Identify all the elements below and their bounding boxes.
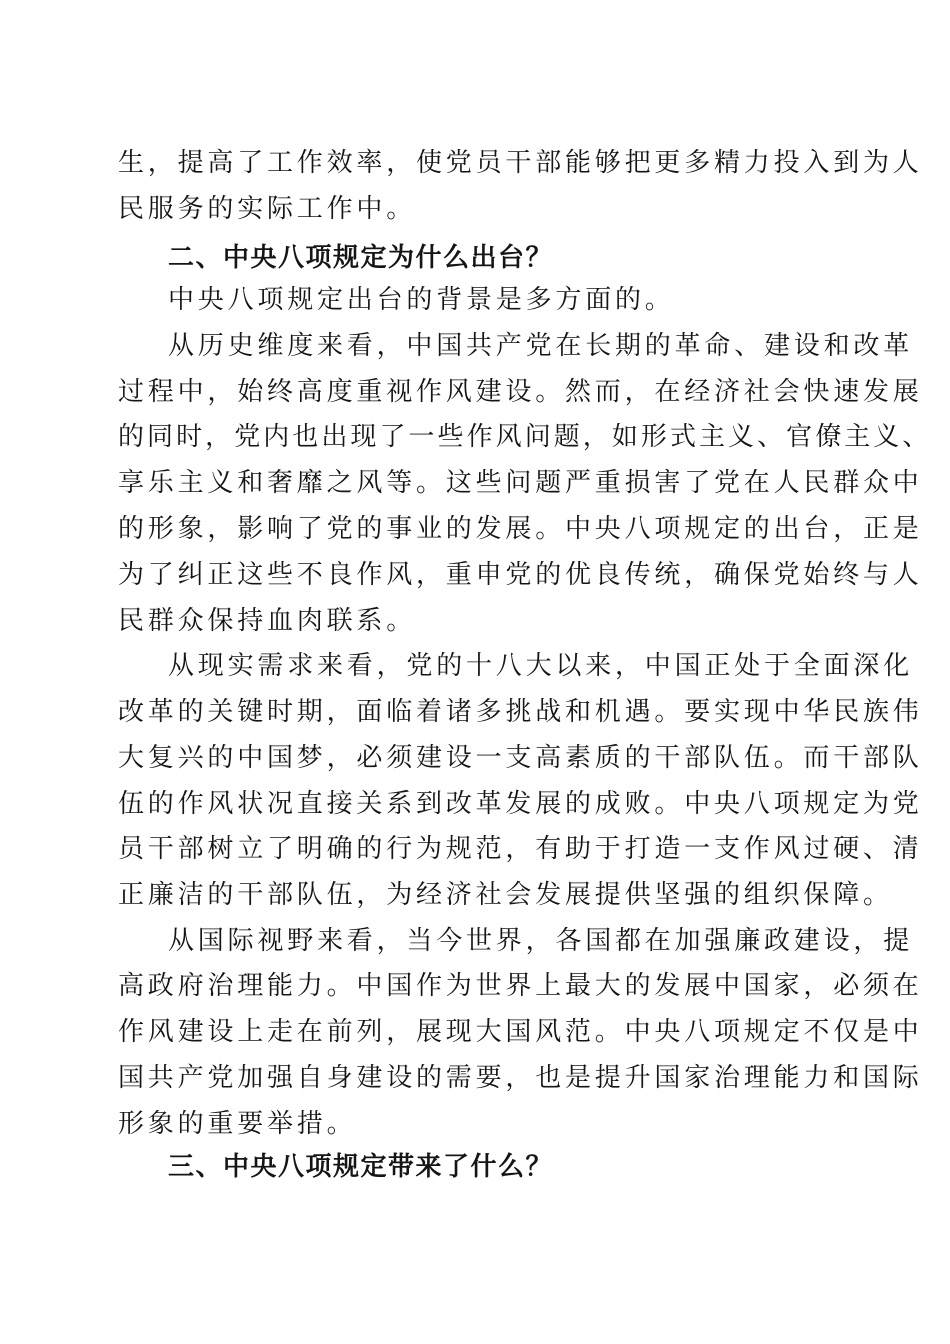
paragraph-line: 过程中，始终高度重视作风建设。然而，在经济社会快速发展 (118, 377, 923, 407)
paragraph-line: 享乐主义和奢靡之风等。这些问题严重损害了党在人民群众中 (118, 468, 923, 498)
paragraph-line: 伍的作风状况直接关系到改革发展的成败。中央八项规定为党 (118, 789, 923, 819)
paragraph-line: 民群众保持血肉联系。 (118, 606, 417, 636)
paragraph-line: 正廉洁的干部队伍，为经济社会发展提供坚强的组织保障。 (118, 880, 893, 910)
paragraph-line: 形象的重要举措。 (118, 1109, 357, 1139)
text-line: 生，提高了工作效率，使党员干部能够把更多精力投入到为人 (118, 148, 923, 178)
section-heading-2: 二、中央八项规定为什么出台？ (168, 243, 554, 273)
paragraph-line: 员干部树立了明确的行为规范，有助于打造一支作风过硬、清 (118, 834, 923, 864)
paragraph-line: 从现实需求来看，党的十八大以来，中国正处于全面深化 (168, 651, 914, 681)
paragraph-line: 的形象，影响了党的事业的发展。中央八项规定的出台，正是 (118, 514, 923, 544)
paragraph-line: 中央八项规定出台的背景是多方面的。 (168, 285, 675, 315)
paragraph-line: 改革的关键时期，面临着诸多挑战和机遇。要实现中华民族伟 (118, 697, 923, 727)
paragraph-line: 作风建设上走在前列，展现大国风范。中央八项规定不仅是中 (118, 1017, 923, 1047)
paragraph-line: 从国际视野来看，当今世界，各国都在加强廉政建设，提 (168, 926, 914, 956)
paragraph-line: 的同时，党内也出现了一些作风问题，如形式主义、官僚主义、 (118, 422, 932, 452)
paragraph-line: 高政府治理能力。中国作为世界上最大的发展中国家，必须在 (118, 971, 923, 1001)
paragraph-line: 国共产党加强自身建设的需要，也是提升国家治理能力和国际 (118, 1063, 923, 1093)
paragraph-line: 从历史维度来看，中国共产党在长期的革命、建设和改革 (168, 331, 914, 361)
paragraph-line: 大复兴的中国梦，必须建设一支高素质的干部队伍。而干部队 (118, 743, 923, 773)
section-heading-3: 三、中央八项规定带来了什么？ (168, 1152, 554, 1182)
text-line: 民服务的实际工作中。 (118, 194, 417, 224)
paragraph-line: 为了纠正这些不良作风，重申党的优良传统，确保党始终与人 (118, 560, 923, 590)
